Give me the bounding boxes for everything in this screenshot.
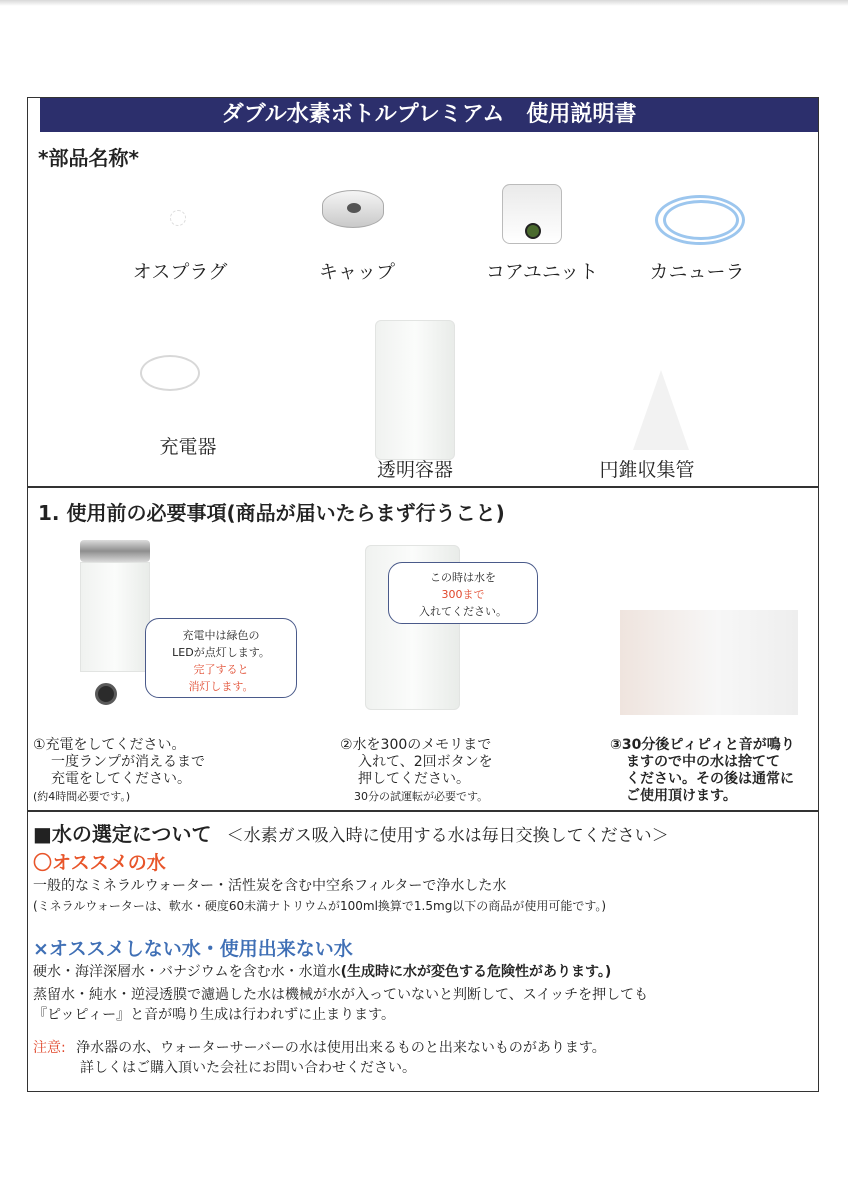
callout-highlight: 完了すると: [193, 663, 249, 676]
scan-edge: [0, 0, 848, 6]
section1-heading: 1. 使用前の必要事項(商品が届いたらまず行うこと): [38, 501, 505, 525]
not-recommended-list: 硬水・海洋深層水・バナジウムを含む水・水道水: [33, 964, 341, 980]
male-plug-image: [170, 210, 186, 226]
step-3-text: [610, 737, 820, 805]
section2-subheading: ＜水素ガス吸入時に使用する水は毎日交換してください＞: [226, 826, 669, 846]
step-line: ください。その後は通常に: [626, 771, 794, 787]
part-label-charger: 充電器: [159, 436, 217, 458]
recommended-note: (ミネラルウォーターは、軟水・硬度60未満ナトリウムが100ml換算で1.5mg以下の商品が使用可能です。): [33, 899, 607, 913]
caution-text-2: 詳しくはご購入頂いた会社にお問い合わせください。: [80, 1060, 416, 1076]
not-recommended-detail-2: 『ピッピィー』と音が鳴り生成は行われずに止まります。: [33, 1007, 396, 1023]
callout-highlight: 300まで: [441, 588, 485, 601]
not-recommended-detail: 蒸留水・純水・逆浸透膜で濾過した水は機械が水が入っていないと判断して、スイッチを押しても: [33, 987, 649, 1003]
part-label-male-plug: オスプラグ: [132, 261, 228, 283]
section2-heading: ■水の選定について: [33, 822, 212, 846]
step-line: ご使用頂けます。: [626, 788, 737, 804]
conical-collector-image: [633, 370, 689, 450]
divider: [28, 486, 818, 488]
step-line: ③30分後ピィピィと音が鳴り: [610, 737, 795, 753]
callout-text: この時は水を: [430, 571, 496, 584]
recommended-text: 一般的なミネラルウォーター・活性炭を含む中空糸フィルターで浄水した水: [33, 878, 507, 894]
part-label-cannula: カニューラ: [649, 261, 745, 283]
not-recommended-warning: (生成時に水が変色する危険性があります。): [340, 964, 612, 980]
caution-label: 注意:: [33, 1040, 66, 1056]
part-label-collector: 円錐収集管: [599, 459, 695, 481]
step-line: ①充電をしてください。: [33, 737, 186, 753]
caution-text: 浄水器の水、ウォーターサーバーの水は使用出来るものと出来ないものがあります。: [76, 1040, 606, 1056]
callout-text: 入れてください。: [419, 605, 507, 618]
transparent-container-image: [375, 320, 455, 460]
step-note: (約4時間必要です。): [33, 790, 131, 803]
callout-text: 充電中は緑色の: [182, 629, 260, 642]
section2-header: [33, 818, 669, 847]
charger-image: [140, 355, 200, 391]
led-indicator: [525, 223, 541, 239]
caution-block: [33, 1038, 606, 1058]
not-recommended-text: [33, 962, 611, 982]
step-2-text: [340, 737, 600, 805]
not-recommended-heading: ×オススメしない水・使用出来ない水: [33, 938, 353, 960]
core-unit-image: [502, 184, 562, 244]
step-line: 一度ランプが消えるまで: [51, 754, 205, 770]
document-title: ダブル水素ボトルプレミアム 使用説明書: [40, 98, 818, 132]
bottle-cap-image: [80, 540, 150, 562]
bottle-image: [80, 562, 150, 672]
part-label-cap: キャップ: [318, 261, 395, 283]
water-callout: [388, 562, 538, 624]
pouring-water-image: [620, 610, 798, 715]
step-line: 充電をしてください。: [51, 771, 191, 787]
step-line: 押してください。: [358, 771, 470, 787]
callout-text: LEDが点灯します。: [172, 646, 270, 659]
cap-image: [322, 190, 384, 228]
divider: [28, 810, 818, 812]
step-line: 入れて、2回ボタンを: [358, 754, 493, 770]
recommended-heading: 〇オススメの水: [33, 852, 166, 874]
cannula-coil: [663, 200, 739, 240]
led-icon: [95, 683, 117, 705]
step-line: ②水を300のメモリまで: [340, 737, 492, 753]
part-label-container: 透明容器: [376, 459, 453, 481]
parts-heading: *部品名称*: [38, 146, 139, 170]
charging-callout: [145, 618, 297, 698]
part-label-core-unit: コアユニット: [485, 261, 599, 283]
step-line: ますので中の水は捨てて: [626, 754, 780, 770]
callout-highlight: 消灯します。: [188, 680, 254, 693]
step-1-text: [33, 737, 313, 805]
step-note: 30分の試運転が必要です。: [354, 790, 489, 803]
